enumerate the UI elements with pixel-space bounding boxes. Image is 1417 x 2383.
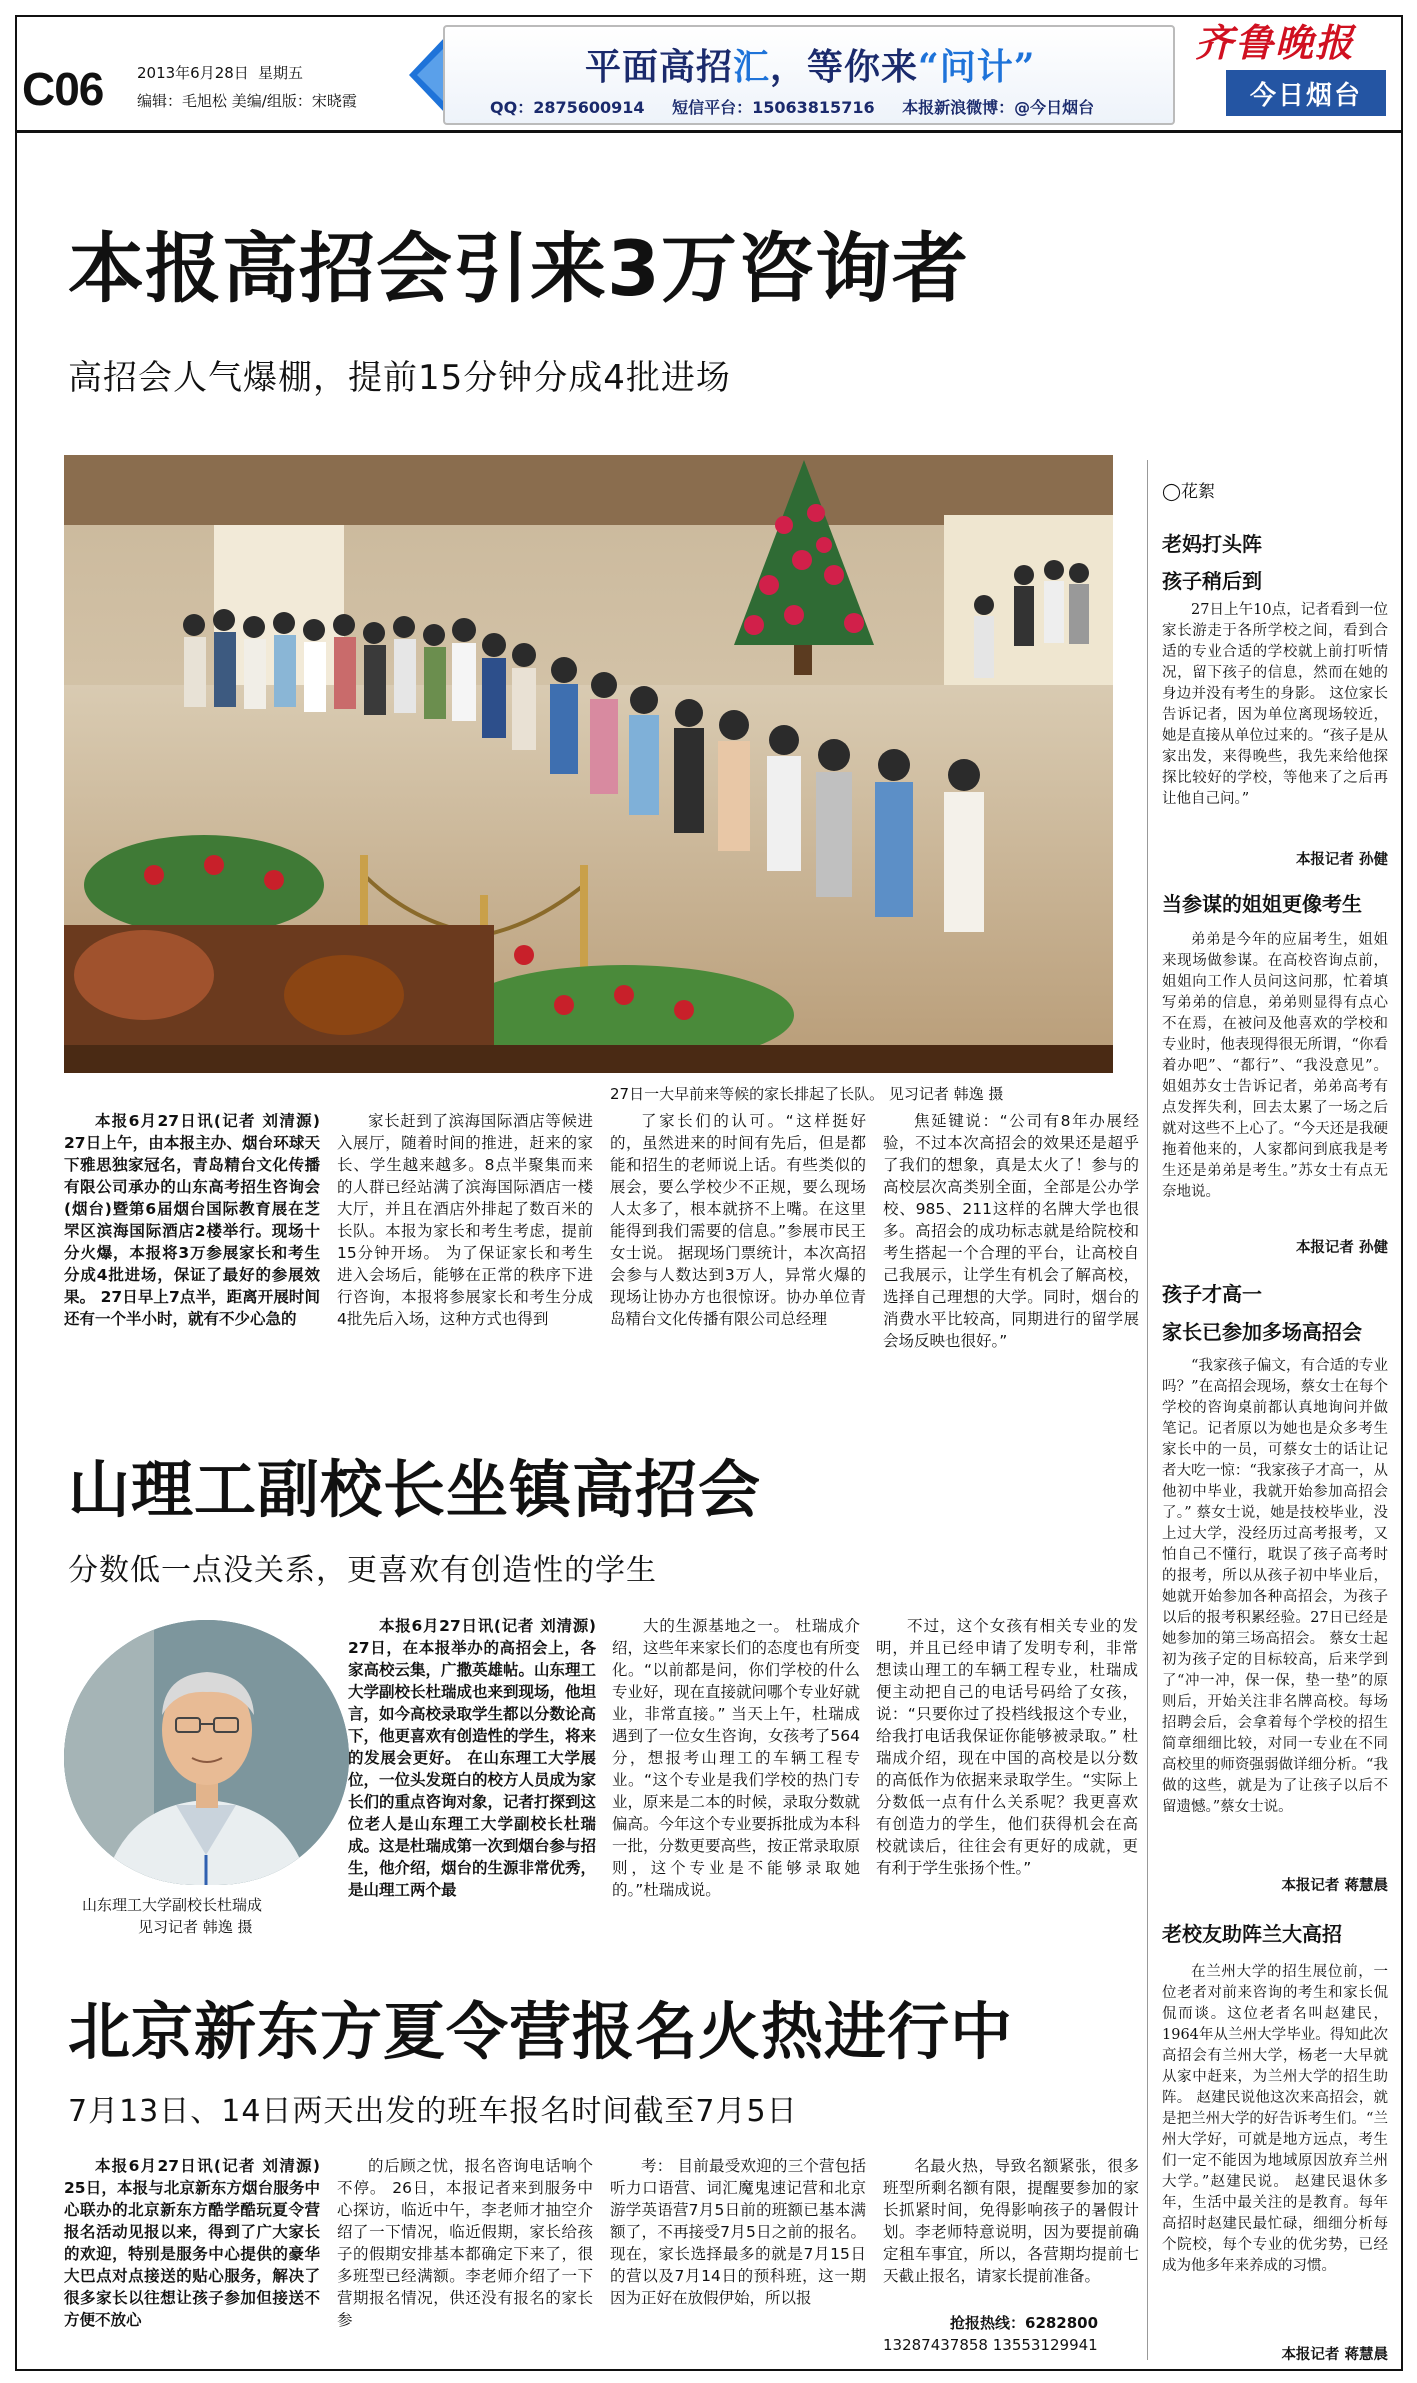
queue-photo [64, 455, 1113, 1073]
sidebar-item3-body [1162, 1356, 1388, 1874]
ad-slogan-a: 平面高招 [585, 47, 734, 88]
article2-column-2-text: 大的生源基地之一。 杜瑞成介绍，这些年来家长们的态度也有所变化。“以前都是问，你们学校的什么专业好，现在直接就问哪个专业好就业，非常直接。” 当天上午，杜瑞成遇到了一位女生咨询，女孩考了564分，想报考山理工的车辆工程专业。“这个专业是我们学校的热门专业，原来是二本的时候，录取分数就偏高。今年这个专业要拆批成为本科一批，分数更要高些，按正常录取原则，这个专业是不能够录取她的。”杜瑞成说。 [612, 1617, 860, 1899]
issue-date: 2013年6月28日 [137, 64, 249, 82]
article3-column-2-text: 的后顾之忧，报名咨询电话响个不停。 26日，本报记者来到服务中心探访，临近中午，李老师才抽空介绍了一下情况，临近假期，家长给孩子的假期安排基本都确定下来了，很多班型已经满额。李老师介绍了一下营期报名情况，供还没有报名的家长参 [337, 2157, 593, 2329]
sidebar-item1-text: 27日上午10点，记者看到一位家长游走于各所学校之间，看到合适的专业合适的学校就上前打听情况，留下孩子的信息，然而在她的身边并没有考生的身影。 这位家长告诉记者，因为单位离现场较近，她是直接从单位过来的。“孩子是从家出发，来得晚些，我先来给他探探比较好的学校，等他来了之后再让他自己问。” [1162, 602, 1388, 807]
sidebar-item4-byline: 本报记者 蒋慧晨 [1281, 2347, 1388, 2363]
sidebar-item2-body [1162, 930, 1388, 1235]
ad-panel [443, 25, 1175, 125]
flowers-label: ◯花絮 [1162, 482, 1216, 502]
article3-headline: 北京新东方夏令营报名火热进行中 [68, 1995, 1014, 2068]
article3-column-3 [610, 2155, 866, 2365]
article3-column-1-text: 本报6月27日讯(记者 刘清源) 25日，本报与北京新东方烟台服务中心联办的北京新东方酷学酷玩夏令营报名活动见报以来，得到了广大家长的欢迎，特别是服务中心提供的豪华大巴点对点接送的贴心服务，解决了很多家长以往想让孩子参加但接送不方便不放心 [64, 2157, 320, 2329]
article1-column-4 [883, 1110, 1139, 1386]
sidebar-item3-byline: 本报记者 蒋慧晨 [1281, 1878, 1388, 1894]
article3-subhead: 7月13日、14日两天出发的班车报名时间截至7月5日 [68, 2094, 798, 2129]
sidebar-item2-byline: 本报记者 孙健 [1295, 1240, 1388, 1256]
queue-photo-caption: 27日一大早前来等候的家长排起了长队。 见习记者 韩逸 摄 [610, 1085, 1004, 1103]
ad-slogan [585, 39, 1035, 90]
sidebar-item4-byline-box [1162, 2345, 1388, 2367]
sidebar-item1-byline: 本报记者 孙健 [1295, 852, 1388, 868]
article2-column-2 [612, 1615, 860, 1945]
ad-contact [490, 95, 1116, 118]
article2-column-1-text: 本报6月27日讯(记者 刘清源) 27日，在本报举办的高招会上，各家高校云集，广撒英雄帖。山东理工大学副校长杜瑞成也来到现场，他坦言，如今高校录取学生都以分数论高下，他更喜欢有创造性的学生，将来的发展会更好。 在山东理工大学展位，一位头发斑白的校方人员成为家长们的重点咨询对象，记者打探到这位老人是山东理工大学副校长杜瑞成。这是杜瑞成第一次到烟台参与招生，他介绍，烟台的生源非常优秀，是山理工两个最 [348, 1617, 596, 1899]
ad-sms: 短信平台：15063815716 [672, 98, 875, 117]
article2-column-3-text: 不过，这个女孩有相关专业的发明，并且已经申请了发明专利，非常想读山理工的车辆工程专业，杜瑞成便主动把自己的电话号码给了女孩，说：“只要你过了投档线报这个专业，给我打电话我保证你能够被录取。” 杜瑞成介绍，现在中国的高校是以分数的高低作为依据来录取学生。“实际上分数低一点有什么关系呢？我更喜欢有创造力的学生，他们获得机会在高校就读后，往往会有更好的成就，更有利于学生张扬个性。” [876, 1617, 1138, 1877]
article3-column-4-text: 名最火热，导致名额紧张，很多班型所剩名额有限，提醒要参加的家长抓紧时间，免得影响孩子的暑假计划。李老师特意说明，因为要提前确定租车事宜，所以，各营期均提前七天截止报名，请家长提前准备。 [883, 2157, 1139, 2285]
queue-photo-illustration [64, 455, 1113, 1073]
section-tag: 今日烟台 [1226, 70, 1386, 116]
article1-column-2-text: 家长赶到了滨海国际酒店等候进入展厅，随着时间的推进，赶来的家长、学生越来越多。8点半聚集而来的人群已经站满了滨海国际酒店一楼大厅，并且在酒店外排起了数百米的长队。本报为家长和考生考虑，提前15分钟开场。 为了保证家长和考生进入会场后，能够在正常的秩序下进行咨询，本报将参展家长和考生分成4批先后入场，这种方式也得到 [337, 1112, 593, 1328]
article1-subhead: 高招会人气爆棚，提前15分钟分成4批进场 [68, 358, 731, 398]
sidebar-item1-title2: 孩子稍后到 [1162, 569, 1262, 593]
sidebar-item2-title: 当参谋的姐姐更像考生 [1162, 892, 1362, 916]
article1-column-1-text: 本报6月27日讯(记者 刘清源) 27日上午，由本报主办、烟台环球天下雅思独家冠名，青岛精台文化传播有限公司承办的山东高考招生咨询会(烟台)暨第6届烟台国际教育展在芝罘区滨海国际酒店2楼举行。现场十分火爆，本报将3万参展家长和考生分成4批进场，保证了最好的参展效果。 27日早上7点半，距离开展时间还有一个半小时，就有不少心急的 [64, 1112, 320, 1328]
ad-slogan-b: ，等你来 [770, 47, 919, 88]
hotline-numbers: 13287437858 13553129941 [883, 2336, 1098, 2354]
ad-slogan-highlight: 汇 [733, 47, 771, 88]
article1-column-4-text: 焦延键说：“公司有8年办展经验，不过本次高招会的效果还是超乎了我们的想象，真是太火了！参与的高校层次高类别全面，全部是公办学校、985、211这样的名牌大学也很多。高招会的成功标志就是给院校和考生搭起一个合理的平台，让高校自己我展示，让学生有机会了解高校，选择自己理想的大学。同时，烟台的消费水平比较高，同期进行的留学展会场反映也很好。” [883, 1112, 1139, 1350]
ad-slogan-quote: “问计” [918, 46, 1036, 88]
sidebar-item4-text: 在兰州大学的招生展位前，一位老者对前来咨询的考生和家长侃侃而谈。这位老者名叫赵建民，1964年从兰州大学毕业。得知此次高招会有兰州大学，杨老一大早就从家中赶来，为兰州大学的招生助阵。 赵建民说他这次来高招会，就是把兰州大学的好告诉考生们。“兰州大学好，可就是地方远点，考生们一定不能因为地域原因放弃兰州大学。”赵建民说。 赵建民退休多年，生活中最关注的是教育。每年高招时赵建民最忙碌，细细分析每个院校，每个专业的优劣势，已经成为他多年来养成的习惯。 [1162, 1964, 1388, 2274]
article1-column-3 [610, 1110, 866, 1386]
sidebar-item3-byline-box [1162, 1876, 1388, 1898]
page-number: C06 [22, 63, 104, 115]
sidebar-item1-body [1162, 600, 1388, 850]
sidebar-item4-title: 老校友助阵兰大高招 [1162, 1922, 1342, 1946]
sidebar-item2-byline-box [1162, 1238, 1388, 1260]
header-rule [15, 130, 1403, 133]
vice-president-portrait [64, 1620, 349, 1885]
masthead-logo: 齐鲁晚报 [1195, 20, 1356, 65]
vice-president-caption-1: 山东理工大学副校长杜瑞成 [82, 1896, 263, 1914]
article1-column-3-text: 了家长们的认可。“这样挺好的，虽然进来的时间有先后，但是都能和招生的老师说上话。有些类似的展会，要么学校少不正规，要么现场人太多了，根本就挤不上嘴。在这里能得到我们需要的信息。”参展市民王女士说。 据现场门票统计，本次高招会参与人数达到3万人，异常火爆的现场让协办方也很惊讶。协办单位青岛精台文化传播有限公司总经理 [610, 1112, 866, 1328]
sidebar-item1-byline-box [1162, 850, 1388, 872]
sidebar-divider [1147, 460, 1148, 2360]
sidebar-item2-text: 弟弟是今年的应届考生，姐姐来现场做参谋。在高校咨询点前，姐姐向工作人员问这问那，忙着填写弟弟的信息，弟弟则显得有点心不在焉，在被问及他喜欢的学校和专业时，他表现得很无所谓，“你看着办吧”、“都行”、“我没意见”。 姐姐苏女士告诉记者，弟弟高考有点发挥失利，回去太累了一场之后就对这些不上心了。“今天还是我硬拖着他来的，人家都问到底我是考生还是弟弟是考生。”苏女士有点无奈地说。 [1162, 932, 1388, 1200]
ad-weibo: 本报新浪微博：@今日烟台 [902, 98, 1095, 117]
sidebar-item3-title1: 孩子才高一 [1162, 1282, 1262, 1306]
article2-column-1 [348, 1615, 596, 1945]
header-ad[interactable] [405, 25, 1175, 125]
sidebar-item4-body [1162, 1962, 1388, 2347]
vice-president-caption-2: 见习记者 韩逸 摄 [138, 1918, 253, 1936]
article3-column-4 [883, 2155, 1139, 2305]
article1-column-2 [337, 1110, 593, 1386]
hotline-label: 抢报热线：6282800 [950, 2314, 1099, 2332]
article3-column-2 [337, 2155, 593, 2365]
sidebar-item3-text: “我家孩子偏文，有合适的专业吗？”在高招会现场，蔡女士在每个学校的咨询桌前都认真地询问并做笔记。记者原以为她也是众多考生家长中的一员，可蔡女士的话让记者大吃一惊：“我家孩子才高一，从他初中毕业，我就开始参加高招会了。” 蔡女士说，她是技校毕业，没上过大学，没经历过高考报考，又怕自己不懂行，耽误了孩子高考时的报考，所以从孩子初中毕业后，她就开始参加各种高招会，为孩子以后的报考积累经验。27日已经是她参加的第三场高招会。 蔡女士起初为孩子定的目标较高，后来学到了“冲一冲，保一保，垫一垫”的原则后，开始关注非名牌高校。每场招聘会后，会拿着每个学校的招生简章细细比较，对同一专业在不同高校里的师资强弱做详细分析。“我做的这些，就是为了让孩子以后不留遗憾。”蔡女士说。 [1162, 1358, 1388, 1815]
article3-column-1 [64, 2155, 320, 2365]
article2-column-3 [876, 1615, 1138, 1945]
issue-editors: 编辑：毛旭松 美编/组版：宋晓霞 [137, 92, 357, 110]
article2-subhead: 分数低一点没关系，更喜欢有创造性的学生 [68, 1553, 657, 1588]
sidebar-item3-title2: 家长已参加多场高招会 [1162, 1320, 1362, 1344]
ad-qq: QQ：2875600914 [490, 98, 645, 117]
article3-column-3-text: 考： 目前最受欢迎的三个营包括听力口语营、词汇魔鬼速记营和北京游学英语营7月5日前的班额已基本满额了，不再接受7月5日之前的报名。现在，家长选择最多的就是7月15日的营以及7月14日的预科班，这一期因为正好在放假伊始，所以报 [610, 2157, 866, 2307]
article1-column-1 [64, 1110, 320, 1386]
article1-headline: 本报高招会引来3万咨询者 [68, 224, 969, 313]
article2-headline: 山理工副校长坐镇高招会 [68, 1453, 762, 1526]
vice-president-photo [64, 1620, 349, 1885]
issue-weekday: 星期五 [258, 64, 304, 82]
sidebar-item1-title1: 老妈打头阵 [1162, 532, 1262, 556]
